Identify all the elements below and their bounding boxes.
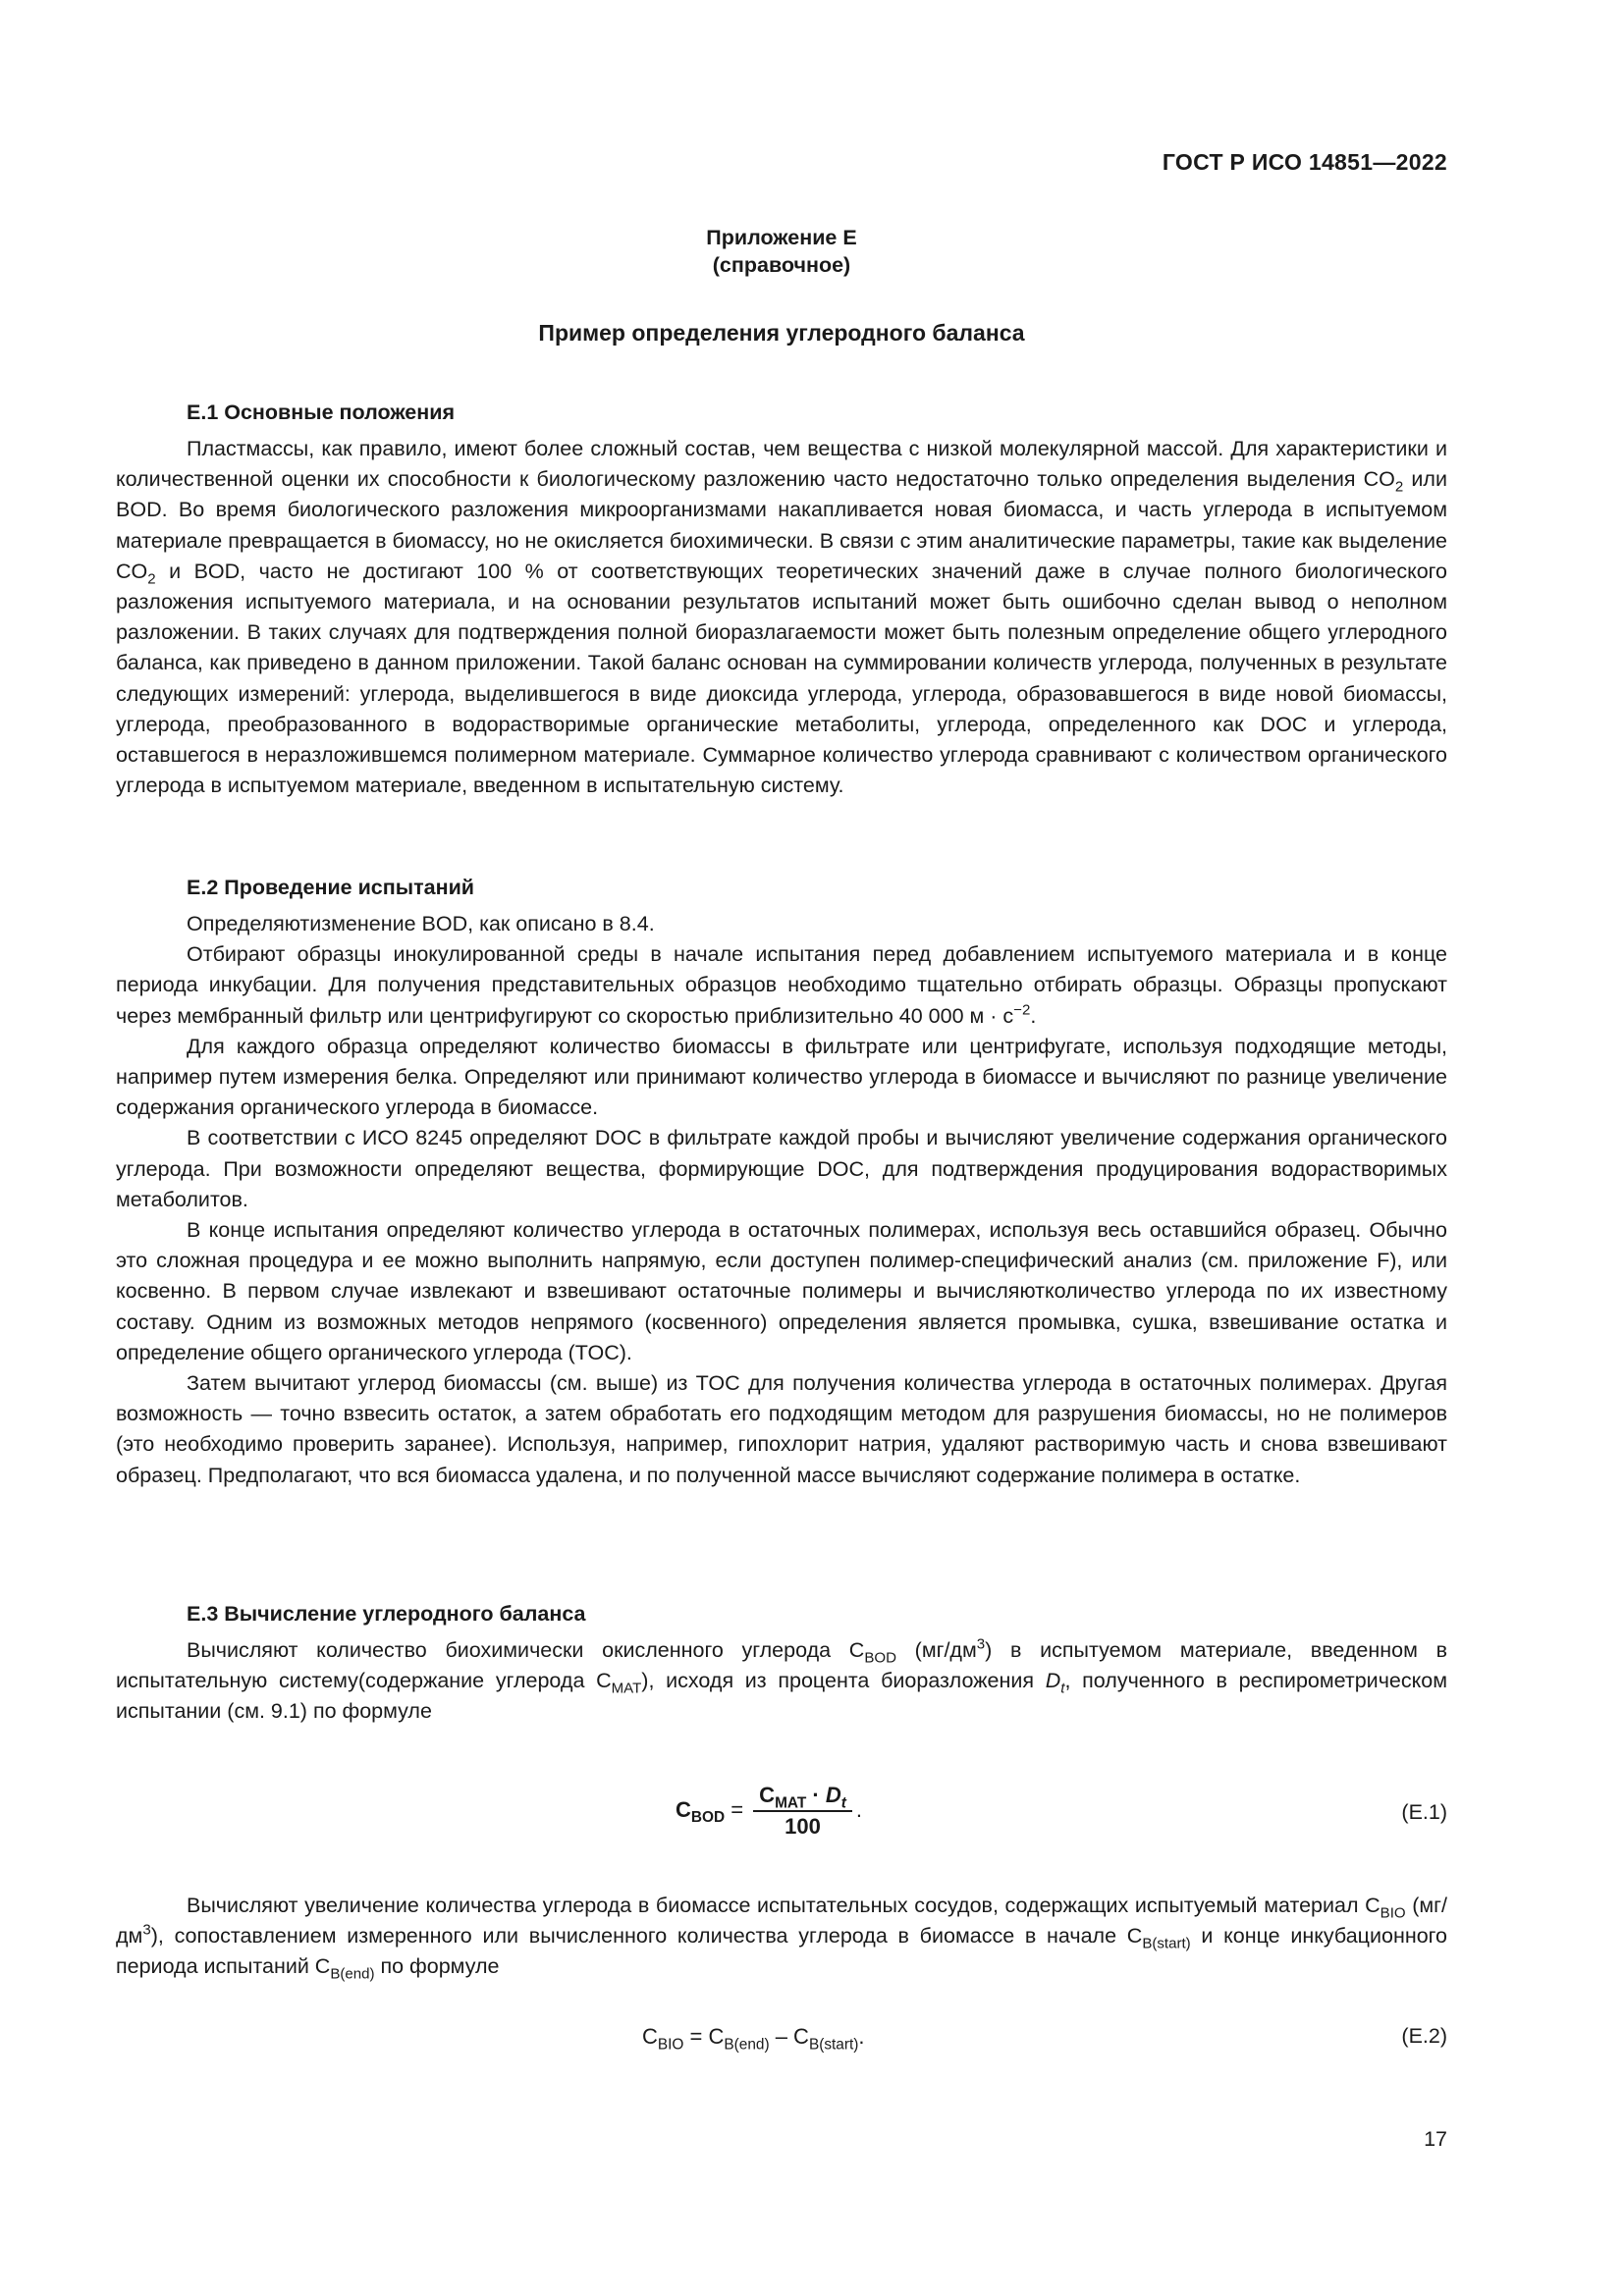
- appendix-title: Приложение Е: [706, 226, 857, 249]
- paragraph: Для каждого образца определяют количество биомассы в фильтрате или центрифугате, используя подходящие методы, например путем измерения белка. Определяют или принимают количество углерода в биомассе и вычисляют по разнице увеличение содержания органического углерода в биомассе.: [116, 1034, 1447, 1120]
- section-heading: Е.2 Проведение испытаний: [187, 876, 475, 899]
- paragraph: В соответствии с ИСО 8245 определяют DOC в фильтрате каждой пробы и вычисляют увеличение содержания органического углерода. При возможности определяют вещества, формирующие DOC, для подтверждения продуцирования водорастворимых метаболитов.: [116, 1126, 1447, 1211]
- formula-fraction: $\frac{C_{MAT} \cdot D_t}{100}$: [753, 1783, 852, 1840]
- appendix-label: [116, 224, 1447, 279]
- appendix-type: (справочное): [712, 253, 851, 277]
- document-page: [116, 0, 1447, 2296]
- paragraph: В конце испытания определяют количество углерода в остаточных полимерах, используя весь оставшийся образец. Обычно это сложная процедура и ее можно выполнить напрямую, если доступен полимер-специфический анализ (см. приложение F), или косвенно. В первом случае извлекают и взвешивают остаточные полимеры и вычисляютколичество углерода по их известному составу. Одним из возможных методов непрямого (косвенного) определения является промывка, сушка, взвешивание остатка и определение общего органического углерода (TOC).: [116, 1218, 1447, 1364]
- standard-code: ГОСТ Р ИСО 14851—2022: [1162, 149, 1447, 175]
- paragraph: Отбирают образцы инокулированной среды в начале испытания перед добавлением испытуемого материала и в конце периода инкубации. Для получения представительных образцов необходимо тщательно отбирать образцы. Образцы пропускают через мембранный фильтр или центрифугируют со скоростью приблизительно 40 000 $м \cdot с^{-2}$.: [116, 942, 1447, 1028]
- paragraph: Затем вычитают углерод биомассы (см. выше) из TOC для получения количества углерода в остаточных полимерах. Другая возможность — точно взвесить остаток, а затем обработать его подходящим методом для разрушения биомассы, но не полимеров (это необходимо проверить заранее). Используя, например, гипохлорит натрия, удаляют растворимую часть и снова взвешивают образец. Предполагают, что вся биомасса удалена, и по полученной массе вычисляют содержание полимера в остатке.: [116, 1371, 1447, 1487]
- formula-number: (Е.2): [1401, 2024, 1447, 2048]
- formula-expression: $C_{BIO} = C_{B(end)} - C_{B(start)}$.: [642, 2024, 865, 2054]
- formula-e1: [116, 1783, 1447, 1851]
- paragraph: Пластмассы, как правило, имеют более сложный состав, чем вещества с низкой молекулярной массой. Для характеристики и количественной оценки их способности к биологическому разложению часто недостаточно только определения выделения $CO_2$ или BOD. Во время биологического разложения микроорганизмами накапливается новая биомасса, и часть углерода в испытуемом материале превращается в биомассу, но не окисляется биохимически. В связи с этим аналитические параметры, такие как выделение $CO_2$ и BOD, часто не достигают 100 % от соответствующих теоретических значений даже в случае полного биологического разложения испытуемого материала, и на основании результатов испытаний может быть ошибочно сделан вывод о неполном разложении. В таких случаях для подтверждения полной биоразлагаемости может быть полезным определение общего углеродного баланса, как приведено в данном приложении. Такой баланс основан на суммировании количеств углерода, полученных в результате следующих измерений: углерода, выделившегося в виде диоксида углерода, углерода, образовавшегося в виде новой биомассы, углерода, преобразованного в водорастворимые органические метаболиты, углерода, определенного как DOC и углерода, оставшегося в неразложившемся полимерном материале. Суммарное количество углерода сравнивают с количеством органического углерода в испытуемом материале, введенном в испытательную систему.: [116, 437, 1447, 798]
- formula-number: (Е.1): [1401, 1800, 1447, 1824]
- section-e3: [116, 1598, 1447, 1728]
- section-e2: [116, 872, 1447, 1491]
- section-e1: [116, 397, 1447, 801]
- paragraph: Вычисляют количество биохимически окисленного углерода $C_{BOD}$ $(мг/дм^3)$ в испытуемом материале, введенном в испытательную систему(содержание углерода $C_{MAT}$), исходя из процента биоразложения $D_t$, полученного в респирометрическом испытании (см. 9.1) по формуле: [116, 1635, 1447, 1724]
- formula-e2: [116, 2024, 1447, 2093]
- page-title: Пример определения углеродного баланса: [538, 320, 1025, 346]
- section-e3-continued: [116, 1891, 1447, 1983]
- paragraph: Вычисляют увеличение количества углерода в биомассе испытательных сосудов, содержащих испытуемый материал $C_{BIO}$ $(мг/дм^3)$, сопоставлением измеренного или вычисленного количества углерода в биомассе в начале $C_{B(start)}$ и конце инкубационного периода испытаний $C_{B(end)}$ по формуле: [116, 1894, 1447, 1983]
- formula-expression: $C_{BOD}$ = $\frac{C_{MAT} \cdot D_t}{100}$ .: [676, 1783, 862, 1839]
- section-heading: Е.3 Вычисление углеродного баланса: [187, 1602, 586, 1626]
- paragraph: Определяютизменение BOD, как описано в 8.4.: [187, 912, 655, 935]
- page-number: 17: [1424, 2127, 1447, 2151]
- section-heading: Е.1 Основные положения: [187, 400, 456, 424]
